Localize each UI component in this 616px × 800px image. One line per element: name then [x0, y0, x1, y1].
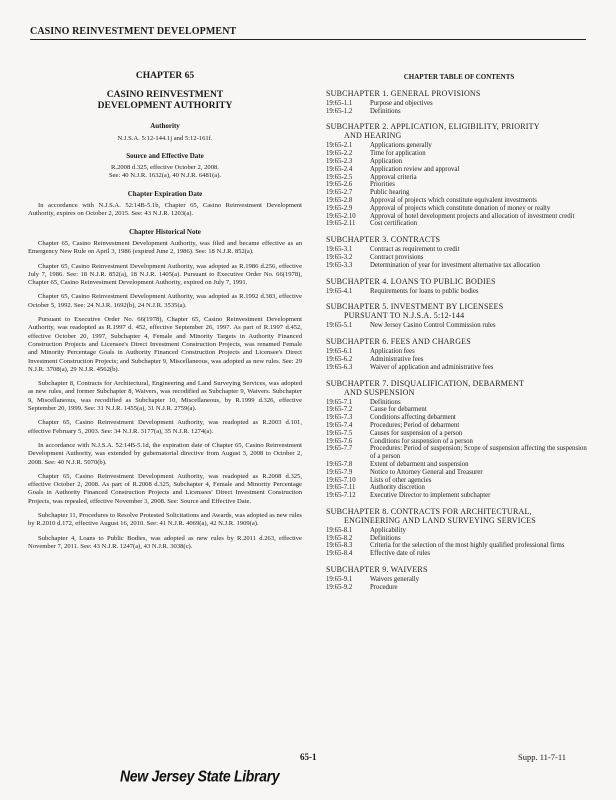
section-title: Waiver of application and administrative fees	[370, 363, 494, 371]
section-title: Approval of hotel development projects and allocation of investment credit	[370, 212, 575, 220]
section-number: 19:65-7.5	[326, 429, 353, 437]
section-number: 19:65-9.2	[326, 583, 353, 591]
toc-entry	[326, 158, 592, 166]
section-title: Requirements for loans to public bodies	[370, 287, 479, 295]
toc-entry	[326, 213, 592, 221]
toc-entry	[326, 527, 592, 535]
toc-entry	[326, 142, 592, 150]
subchapter-heading	[326, 89, 592, 98]
table-of-contents	[326, 74, 592, 592]
supplement-date: Supp. 11-7-11	[518, 752, 567, 762]
section-title: Executive Director to implement subchapter	[370, 492, 491, 500]
toc-entry	[326, 220, 592, 228]
toc-entry	[326, 181, 592, 189]
toc-entry	[326, 477, 592, 485]
toc-entry	[326, 576, 592, 584]
section-number: 19:65-6.2	[326, 355, 353, 363]
section-number: 19:65-2.1	[326, 142, 353, 150]
toc-entry	[326, 246, 592, 254]
subchapter-heading	[326, 337, 592, 346]
section-number: 19:65-3.3	[326, 261, 353, 269]
section-title: Contract as requirement to credit	[370, 246, 460, 254]
source-line: See: 40 N.J.R. 1632(a), 40 N.J.R. 6481(a).	[108, 172, 222, 180]
running-head: CASINO REINVESTMENT DEVELOPMENT	[30, 26, 586, 40]
section-number: 19:65-7.8	[326, 460, 353, 468]
section-title: Lists of other agencies	[370, 476, 432, 484]
subchapter-heading-line: SUBCHAPTER 4. LOANS TO PUBLIC BODIES	[326, 276, 496, 286]
source-section	[28, 152, 302, 181]
historical-note-paragraph: In accordance with N.J.S.A. 52:14B-5.1d, the expiration date of Chapter 65, Casino Reinvestment Development Authority, was extended by gubernatorial directive from August 3, 2008 to October 2, 2008. See: 40 N.J.R. 5070(b).	[28, 441, 302, 466]
historical-note-paragraph: Chapter 65, Casino Reinvestment Development Authority, was adopted as R.1986 d.256, effective July 7, 1986. See: 18 N.J.R. 852(a), 18 N.J.R. 1405(a). Pursuant to Executive Order No. 66(1978), Chapter 65, Casino Reinvestment Development Authority, expired on July 7, 1991.	[28, 262, 302, 287]
section-title: Waivers generally	[370, 576, 420, 584]
toc-entry	[326, 356, 592, 364]
section-number: 19:65-7.11	[326, 484, 356, 492]
subchapter-heading-line: SUBCHAPTER 6. FEES AND CHARGES	[326, 337, 471, 347]
historical-note-paragraph: Chapter 65, Casino Reinvestment Development Authority, was filed and became effective as an Emergency New Rule on April 3, 1986 (expired June 2, 1986). See: 18 N.J.R. 852(a).	[28, 239, 302, 256]
section-number: 19:65-8.3	[326, 542, 353, 550]
toc-entry	[326, 100, 592, 108]
toc-body	[326, 89, 592, 592]
subchapter-heading	[326, 235, 592, 244]
section-title: Procedures; Period of debarment	[370, 421, 460, 429]
section-title: Applications generally	[370, 142, 432, 150]
toc-entry	[326, 174, 592, 182]
section-title: Conditions for suspension of a person	[370, 437, 473, 445]
subchapter-heading-line: SUBCHAPTER 7. DISQUALIFICATION, DEBARMENT	[326, 378, 525, 388]
section-number: 19:65-8.1	[326, 526, 353, 534]
toc-entry	[326, 189, 592, 197]
section-title: Approval of projects which constitute donation of money or realty	[370, 204, 551, 212]
section-title: Administrative fees	[370, 355, 424, 363]
section-number: 19:65-2.11	[326, 220, 356, 228]
chapter-front-matter	[28, 70, 302, 557]
toc-entry	[326, 422, 592, 430]
subchapter-heading-line: SUBCHAPTER 2. APPLICATION, ELIGIBILITY, PRIORITY	[326, 122, 540, 132]
section-number: 19:65-1.2	[326, 107, 353, 115]
section-number: 19:65-7.4	[326, 421, 353, 429]
section-title: Definitions	[370, 107, 401, 115]
expiration-heading: Chapter Expiration Date	[127, 189, 203, 198]
toc-entry	[326, 399, 592, 407]
subchapter-heading-line: AND SUSPENSION	[344, 387, 415, 397]
section-number: 19:65-5.1	[326, 322, 353, 330]
toc-entry	[326, 254, 592, 262]
section-title: Causes for suspension of a person	[370, 429, 463, 437]
section-title: Application fees	[370, 348, 415, 356]
section-title: Approval criteria	[370, 173, 417, 181]
subchapter-heading	[326, 302, 592, 320]
historical-note-paragraph: Subchapter 11, Procedures to Resolve Protested Solicitations and Awards, was adopted as new rules by R.2010 d.172, effective August 16, 2010. See: 41 N.J.R. 4069(a), 42 N.J.R. 1909(a).	[28, 511, 302, 528]
toc-entry	[326, 461, 592, 469]
toc-entry	[326, 197, 592, 205]
historical-note-section	[28, 228, 302, 552]
authority-heading: Authority	[150, 122, 180, 131]
subchapter-heading-line: ENGINEERING AND LAND SURVEYING SERVICES	[344, 515, 536, 525]
section-title: Time for application	[370, 150, 426, 158]
toc-entry	[326, 150, 592, 158]
subchapter-heading	[326, 565, 592, 574]
historical-note-paragraphs	[28, 240, 302, 551]
historical-note-paragraph: Chapter 65, Casino Reinvestment Development Authority, was readopted as R.2003 d.101, effective February 5, 2003. See: 34 N.J.R. 3177(a), 35 N.J.R. 1274(a).	[28, 419, 302, 435]
toc-entry	[326, 535, 592, 543]
chapter-title: CASINO REINVESTMENT DEVELOPMENT AUTHORITY	[97, 90, 233, 112]
subchapter-heading	[326, 277, 592, 286]
section-number: 19:65-2.7	[326, 189, 353, 197]
section-number: 19:65-7.1	[326, 398, 353, 406]
subchapter-heading	[326, 122, 592, 140]
section-number: 19:65-2.6	[326, 181, 353, 189]
section-title: Cause for debarment	[370, 406, 427, 414]
section-title: Cost certification	[370, 220, 417, 228]
toc-entry	[326, 445, 592, 461]
section-title: New Jersey Casino Control Commission rules	[370, 322, 496, 330]
historical-note-paragraph: Subchapter 8, Contracts for Architectural, Engineering and Land Surveying Services, was adopted as new rules, and former Subchapter 8, Waivers, was recodified as Subchapter 9, Waivers. Subchapter 9, Miscellaneous, was recodified as Subchapter 10, Miscellaneous, by R.1999 d.326, effective September 20, 1999. See: 31 N.J.R. 1455(a), 31 N.J.R. 2759(a).	[28, 380, 302, 413]
section-number: 19:65-7.10	[326, 476, 356, 484]
historical-note-paragraph: Subchapter 4, Loans to Public Bodies, was adopted as new rules by R.2011 d.263, effective November 7, 2011. See: 43 N.J.R. 1247(a), 43 N.J.R. 3038(c).	[28, 534, 302, 550]
source-line: R.2008 d.325, effective October 2, 2008.	[111, 164, 219, 172]
source-heading: Source and Effective Date	[126, 151, 204, 160]
section-title: Application	[370, 157, 403, 165]
toc-entry	[326, 364, 592, 372]
subchapter-heading-line: AND HEARING	[344, 131, 402, 141]
section-title: Priorities	[370, 181, 395, 189]
section-title: Application review and approval	[370, 165, 460, 173]
toc-entry	[326, 288, 592, 296]
authority-text: N.J.S.A. 5:12-144.1j and 5:12-161f.	[117, 134, 213, 142]
section-number: 19:65-2.5	[326, 173, 353, 181]
subchapter-heading-line: SUBCHAPTER 9. WAIVERS	[326, 565, 428, 575]
section-title: Definitions	[370, 534, 401, 542]
section-number: 19:65-8.2	[326, 534, 353, 542]
section-number: 19:65-7.7	[326, 445, 353, 453]
section-number: 19:65-7.6	[326, 437, 353, 445]
section-number: 19:65-2.10	[326, 212, 356, 220]
section-number: 19:65-7.12	[326, 492, 356, 500]
subchapter-heading	[326, 507, 592, 525]
section-number: 19:65-6.3	[326, 363, 353, 371]
toc-entry	[326, 205, 592, 213]
section-title: Effective date of rules	[370, 550, 431, 558]
section-title: Contract provisions	[370, 253, 424, 261]
section-number: 19:65-9.1	[326, 576, 353, 584]
toc-entry	[326, 322, 592, 330]
authority-section	[28, 122, 302, 143]
subchapter-heading-line: SUBCHAPTER 3. CONTRACTS	[326, 235, 441, 245]
section-number: 19:65-8.4	[326, 550, 353, 558]
historical-note-heading: Chapter Historical Note	[129, 227, 201, 236]
section-number: 19:65-3.1	[326, 246, 353, 254]
page-number: 65-1	[300, 752, 317, 762]
toc-entry	[326, 550, 592, 558]
expiration-text: In accordance with N.J.S.A. 52:14B-5.1b, Chapter 65, Casino Reinvestment Development Authority, expires on October 2, 2015. See: 43 N.J.R. 1203(a).	[28, 202, 302, 218]
section-title: Extent of debarment and suspension	[370, 460, 469, 468]
section-title: Authority discretion	[370, 484, 425, 492]
section-number: 19:65-4.1	[326, 287, 353, 295]
chapter-number: CHAPTER 65	[135, 71, 195, 81]
toc-entry	[326, 166, 592, 174]
expiration-section	[28, 190, 302, 219]
toc-entry	[326, 108, 592, 116]
toc-entry	[326, 584, 592, 592]
section-title: Conditions affecting debarment	[370, 414, 456, 422]
toc-title: CHAPTER TABLE OF CONTENTS	[403, 73, 515, 81]
section-title: Procedures: Period of suspension; Scope of suspension affecting the suspension of a person	[370, 445, 587, 461]
toc-entry	[326, 414, 592, 422]
toc-entry	[326, 348, 592, 356]
section-number: 19:65-7.2	[326, 406, 353, 414]
subchapter-heading-line: SUBCHAPTER 5. INVESTMENT BY LICENSEES	[326, 302, 504, 312]
subchapter-heading-line: SUBCHAPTER 8. CONTRACTS FOR ARCHITECTURAL,	[326, 506, 532, 516]
section-title: Notice to Attorney General and Treasurer	[370, 468, 483, 476]
library-stamp: New Jersey State Library	[120, 767, 280, 785]
toc-entry	[326, 492, 592, 500]
section-title: Definitions	[370, 398, 401, 406]
section-number: 19:65-7.3	[326, 414, 353, 422]
section-number: 19:65-2.2	[326, 150, 353, 158]
historical-note-paragraph: Chapter 65, Casino Reinvestment Development Authority, was readopted as R.2008 d.325, effective October 2, 2008. As part of R.2008 d.325, Subchapter 4, Female and Minority Percentage Goals in Authority Financed Construction Projects and Licensees' Direct Investment Construction Projects, was repealed, effective November 3, 2008. See: Source and Effective Date.	[28, 472, 302, 505]
section-title: Determination of year for investment alternative tax allocation	[370, 261, 541, 269]
section-number: 19:65-3.2	[326, 253, 353, 261]
section-title: Approval of projects which constitute equivalent investments	[370, 196, 537, 204]
toc-entry	[326, 262, 592, 270]
toc-entry	[326, 542, 592, 550]
section-title: Purpose and objectives	[370, 99, 433, 107]
section-number: 19:65-2.4	[326, 165, 353, 173]
historical-note-paragraph: Pursuant to Executive Order No. 66(1978), Chapter 65, Casino Reinvestment Development Authority, was readopted as R.1997 d. 452, effective September 26, 1997. As part of R.1997 d.452, effective October 20, 1997, Subchapter 4, Female and Minority Targets in Authority Financed Construction Projects and Licensee's Direct Investment Construction Projects, was renamed Female and Minority Percentage Goals in Authority Financed Construction Projects and Licensee's Direct Investment Construction Projects; and Subchapter 9, Miscellaneous, was adopted as new rules. See: 29 N.J.R. 3708(a), 29 N.J.R. 4562(b).	[28, 316, 302, 373]
section-number: 19:65-7.9	[326, 468, 353, 476]
toc-entry	[326, 469, 592, 477]
section-title: Criteria for the selection of the most highly qualified professional firms	[370, 542, 565, 550]
toc-entry	[326, 430, 592, 438]
section-number: 19:65-2.3	[326, 157, 353, 165]
toc-entry	[326, 438, 592, 446]
section-title: Procedure	[370, 583, 398, 591]
historical-note-paragraph: Chapter 65, Casino Reinvestment Development Authority, was adopted as R.1992 d.383, effective October 5, 1992. See: 24 N.J.R. 1692(b), 24 N.J.R. 3535(a).	[28, 293, 302, 309]
section-number: 19:65-2.9	[326, 204, 353, 212]
section-title: Applicability	[370, 526, 406, 534]
subchapter-heading-line: SUBCHAPTER 1. GENERAL PROVISIONS	[326, 88, 481, 98]
section-number: 19:65-6.1	[326, 348, 353, 356]
section-title: Public hearing	[370, 189, 410, 197]
section-number: 19:65-1.1	[326, 99, 353, 107]
subchapter-heading-line: PURSUANT TO N.J.S.A. 5:12-144	[344, 311, 465, 321]
section-number: 19:65-2.8	[326, 196, 353, 204]
toc-entry	[326, 406, 592, 414]
subchapter-heading	[326, 379, 592, 397]
toc-entry	[326, 484, 592, 492]
